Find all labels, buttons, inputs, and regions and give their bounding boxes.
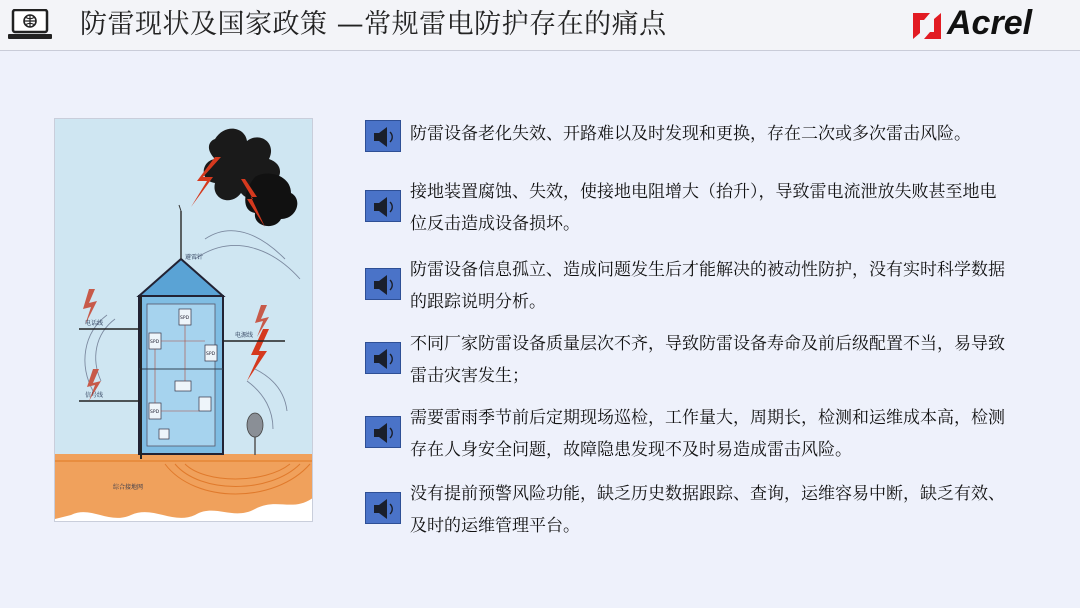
item-text: 防雷设备信息孤立、造成问题发生后才能解决的被动性防护，没有实时科学数据的跟踪说明分析。 [410,260,1005,312]
speaker-icon [365,190,401,222]
acrel-logo-mark [911,11,943,41]
speaker-icon [365,416,401,448]
item-text: 防雷设备老化失效、开路难以及时发现和更换，存在二次或多次雷击风险。 [410,124,971,144]
speaker-icon [365,120,401,152]
item-text: 没有提前预警风险功能，缺乏历史数据跟踪、查询，运维容易中断，缺乏有效、及时的运维管理平台。 [410,484,1005,536]
spd-label: SPD [180,316,190,321]
item-text: 接地装置腐蚀、失效，使接地电阻增大（抬升），导致雷电流泄放失败甚至地电位反击造成设备损坏。 [410,182,997,234]
acrel-logo [911,4,1061,44]
logo-text: Acrel [947,4,1033,42]
power-line-label: 电源线 [235,332,254,339]
spd-label: SPD [206,352,216,357]
header-bar [0,0,1080,50]
lightning-rod-label: 避雷针 [185,254,204,261]
speaker-icon [365,268,401,300]
lightning-protection-illustration [54,118,313,522]
item-text: 不同厂家防雷设备质量层次不齐，导致防雷设备寿命及前后级配置不当，易导致雷击灾害发生； [410,334,1005,386]
speaker-icon [365,492,401,524]
header-divider [0,50,1080,51]
laptop-icon [7,9,53,41]
phone-line-label: 电话线 [85,320,104,327]
spd-label: SPD [150,410,160,415]
signal-line-label: 信号线 [85,392,104,399]
spd-label: SPD [150,340,160,345]
grounding-label: 综合接地网 [113,484,144,491]
item-text: 需要雷雨季节前后定期现场巡检，工作量大，周期长，检测和运维成本高，检测存在人身安全问题，故障隐患发现不及时易造成雷击风险。 [410,408,1005,460]
speaker-icon [365,342,401,374]
page-title: 防雷现状及国家政策 —常规雷电防护存在的痛点 [80,9,667,40]
